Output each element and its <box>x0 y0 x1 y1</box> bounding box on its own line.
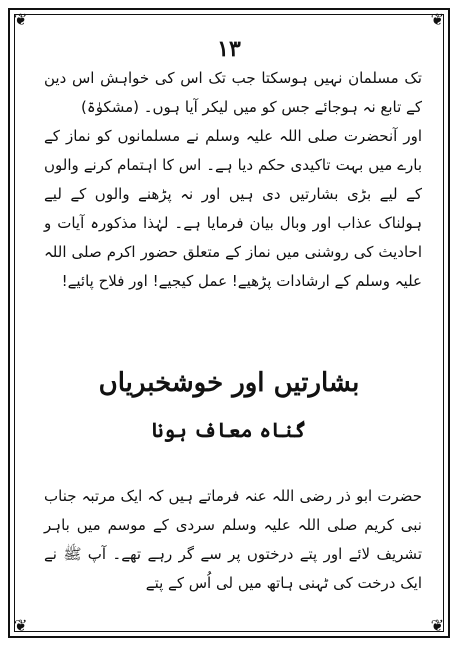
paragraph: اور آنحضرت صلی اللہ علیہ وسلم نے مسلمانوں کو نماز کے بارے میں بہت تاکیدی حکم دیا ہے۔ اس کا اہتمام کرنے والوں کے لیے بڑی بشارتیں دی ہیں اور نہ پڑھنے والوں کے لیے ہولناک عذاب اور وبال بیان فرمایا ہے۔ لہٰذا مذکورہ آیات و احادیث کی روشنی میں نماز کے متعلق حضور اکرم صلی اللہ علیہ وسلم کے ارشادات پڑھیے! عمل کیجیے! اور فلاح پائیے! <box>44 127 422 290</box>
top-text-block <box>44 64 422 296</box>
paragraph: تک مسلمان نہیں ہوسکتا جب تک اس کی خواہش اس دین کے تابع نہ ہوجائے جس کو میں لیکر آیا ہوں۔ (مشکوٰۃ) <box>44 69 422 116</box>
sub-heading: گناہ معاف ہونا <box>151 418 307 442</box>
corner-ornament-top-left-icon: ❦ <box>14 10 28 29</box>
corner-ornament-bottom-left-icon: ❦ <box>14 616 28 635</box>
section-heading: بشارتیں اور خوشخبریاں <box>98 368 360 398</box>
corner-ornament-top-right-icon: ❦ <box>430 10 444 29</box>
bottom-text-block <box>44 482 422 598</box>
page-number: ۱۳ <box>217 36 241 62</box>
corner-ornament-bottom-right-icon: ❦ <box>430 616 444 635</box>
paragraph: حضرت ابو ذر رضی اللہ عنہ فرماتے ہیں کہ ایک مرتبہ جناب نبی کریم صلی اللہ علیہ وسلم سردی کے موسم میں باہر تشریف لائے اور پتے درختوں پر سے گر رہے تھے۔ آپ ﷺ نے ایک درخت کی ٹہنی ہاتھ میں لی اُس کے پتے <box>44 487 422 592</box>
